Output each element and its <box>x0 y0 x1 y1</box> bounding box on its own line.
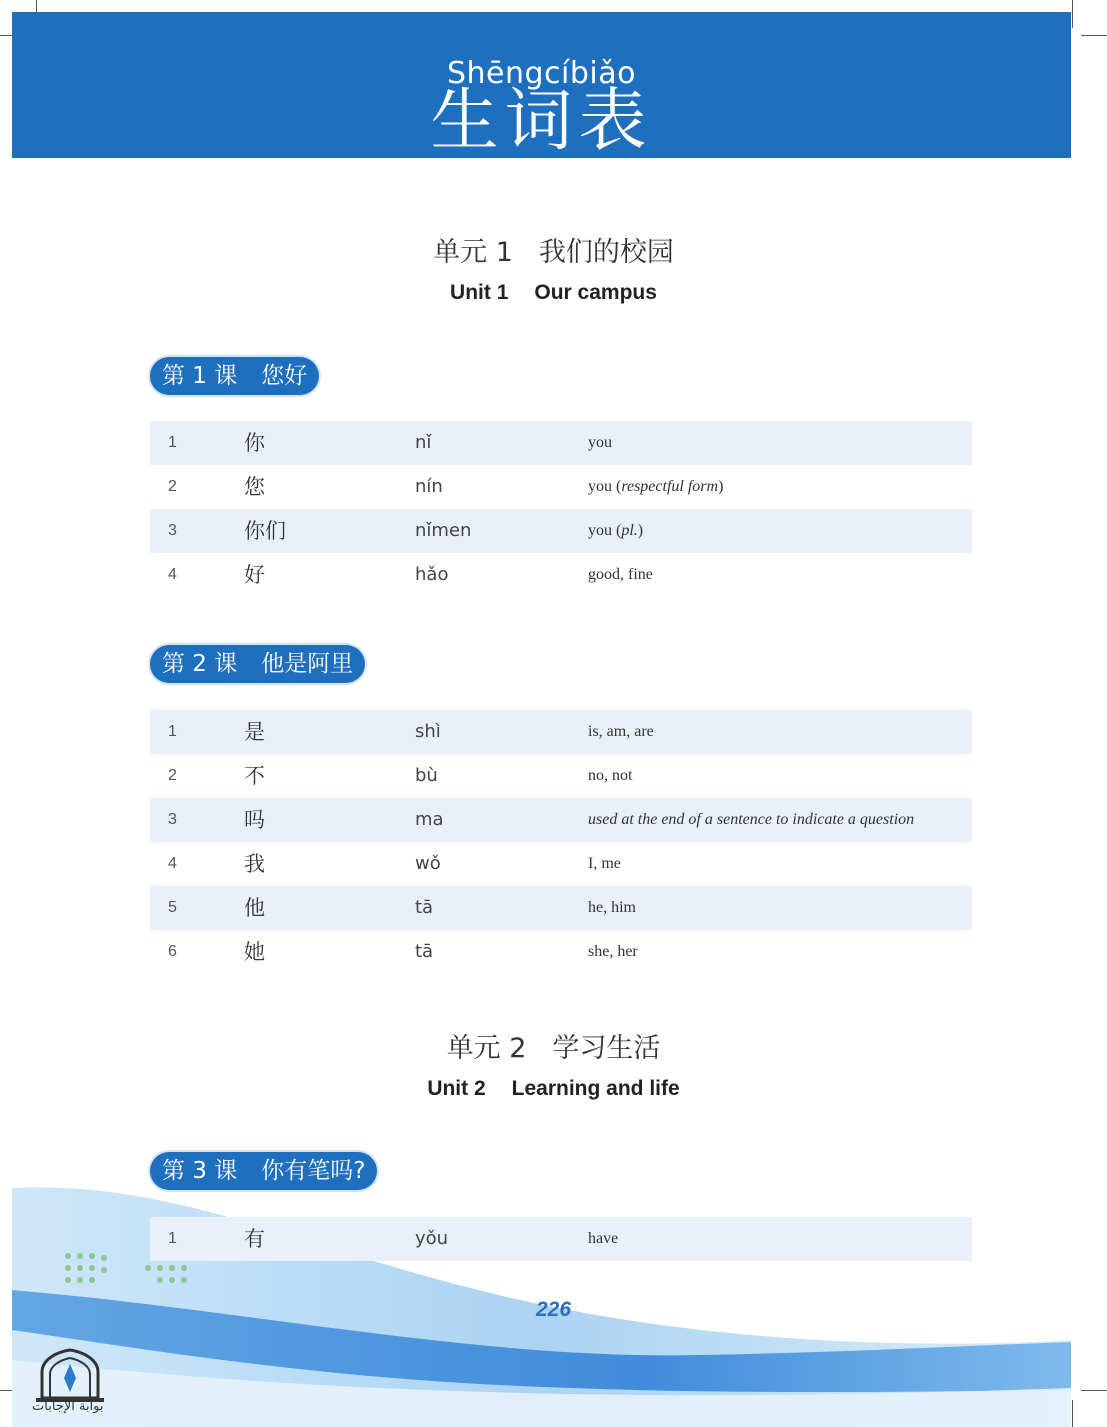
word-hanzi: 您 <box>244 475 265 499</box>
header-pinyin: Shēngcíbiǎo <box>446 56 636 91</box>
word-hanzi: 你们 <box>244 519 286 543</box>
unit-heading <box>0 230 1107 305</box>
lesson-title: 你有笔吗? <box>261 1158 366 1184</box>
table-row <box>150 1217 972 1261</box>
word-meaning: she, her <box>588 943 638 960</box>
table-row <box>150 509 972 553</box>
vocab-table <box>150 1217 972 1261</box>
word-meaning: good, fine <box>588 566 653 583</box>
lesson-pill <box>150 645 365 683</box>
word-pinyin: tā <box>415 897 434 918</box>
word-meaning: is, am, are <box>588 723 654 740</box>
crop-mark <box>1072 0 1073 28</box>
word-hanzi: 好 <box>244 563 265 587</box>
unit-heading-cn <box>0 1026 1107 1065</box>
word-number: 1 <box>168 723 177 740</box>
unit-heading-en <box>0 1077 1107 1101</box>
table-row <box>150 553 972 597</box>
header-hanzi: 生词表 <box>430 82 653 161</box>
lesson-label: 第 1 课 <box>162 363 238 389</box>
unit-title-cn: 学习生活 <box>552 1033 661 1064</box>
lesson-label: 第 3 课 <box>162 1158 238 1184</box>
word-number: 5 <box>168 899 177 916</box>
word-number: 2 <box>168 767 177 784</box>
word-hanzi: 有 <box>244 1227 265 1251</box>
word-pinyin: shì <box>415 721 441 742</box>
word-pinyin: yǒu <box>415 1228 449 1249</box>
word-number: 3 <box>168 811 177 828</box>
word-hanzi: 不 <box>244 764 265 788</box>
table-row <box>150 465 972 509</box>
glossary-header <box>12 12 1071 161</box>
lesson-label: 第 2 课 <box>162 651 238 677</box>
unit-label-en: Unit 1 <box>450 281 509 304</box>
table-row <box>150 930 972 974</box>
page-number: 226 <box>535 1298 572 1321</box>
word-meaning: have <box>588 1230 619 1247</box>
unit-heading <box>0 1026 1107 1101</box>
unit-label-cn: 单元 1 <box>433 237 513 268</box>
vocab-table <box>150 710 972 974</box>
table-row <box>150 710 972 754</box>
word-number: 6 <box>168 943 177 960</box>
unit-heading-en <box>0 281 1107 305</box>
word-hanzi: 是 <box>244 720 265 744</box>
word-meaning: used at the end of a sentence to indicate a question <box>588 811 915 828</box>
word-meaning: you <box>588 434 612 451</box>
word-number: 2 <box>168 478 177 495</box>
word-pinyin: nǐmen <box>415 520 472 541</box>
table-row <box>150 754 972 798</box>
word-number: 1 <box>168 434 177 451</box>
word-meaning: you (respectful form) <box>588 478 724 495</box>
unit-heading-cn <box>0 230 1107 269</box>
decorative-wave <box>0 1160 1107 1427</box>
word-meaning: no, not <box>588 767 633 784</box>
word-pinyin: hǎo <box>415 564 449 585</box>
unit-label-cn: 单元 2 <box>446 1033 527 1064</box>
lesson-title: 他是阿里 <box>261 651 354 677</box>
lesson-title: 您好 <box>261 363 308 389</box>
word-pinyin: nǐ <box>415 432 432 453</box>
unit-title-en: Learning and life <box>511 1077 680 1100</box>
table-row <box>150 421 972 465</box>
word-number: 4 <box>168 566 177 583</box>
word-number: 3 <box>168 522 177 539</box>
word-pinyin: nín <box>415 476 443 497</box>
word-hanzi: 吗 <box>244 808 265 832</box>
logo-text: بوابة الإجابات <box>32 1399 104 1414</box>
vocab-table <box>150 421 972 597</box>
word-number: 4 <box>168 855 177 872</box>
table-row <box>150 886 972 930</box>
unit-title-cn: 我们的校园 <box>538 237 674 268</box>
unit-title-en: Our campus <box>534 281 657 304</box>
word-pinyin: tā <box>415 941 434 962</box>
lesson-pill <box>150 1152 377 1190</box>
word-hanzi: 我 <box>244 852 265 876</box>
unit-label-en: Unit 2 <box>427 1077 486 1100</box>
word-pinyin: bù <box>415 765 438 786</box>
table-row <box>150 798 972 842</box>
word-hanzi: 他 <box>244 896 265 920</box>
word-meaning: I, me <box>588 855 621 872</box>
lesson-pill <box>150 357 319 395</box>
table-row <box>150 842 972 886</box>
word-pinyin: ma <box>415 809 444 830</box>
word-number: 1 <box>168 1230 177 1247</box>
word-pinyin: wǒ <box>415 853 441 874</box>
word-meaning: he, him <box>588 899 636 916</box>
word-hanzi: 你 <box>244 431 265 455</box>
word-hanzi: 她 <box>244 940 265 964</box>
crop-mark <box>1081 35 1107 36</box>
word-meaning: you (pl.) <box>588 522 644 539</box>
